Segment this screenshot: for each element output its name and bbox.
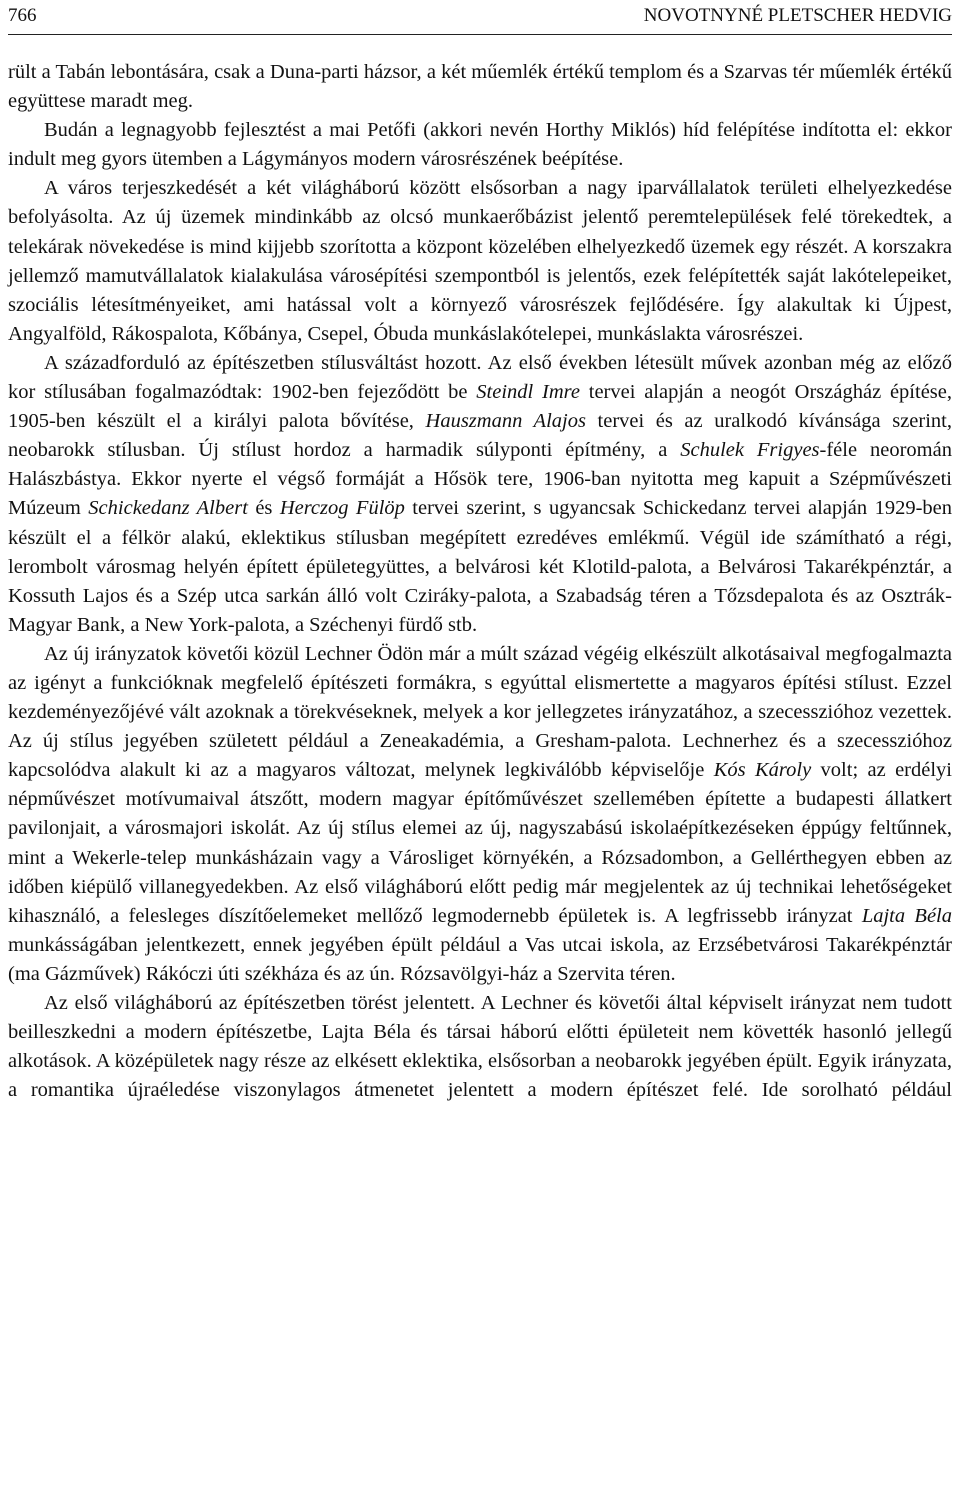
paragraph (8, 349, 952, 640)
text-run: és (247, 497, 280, 520)
text-run: Az új irányzatok követői közül Lechner Ödön már a múlt század végéig elkészült alkotásaival megfogalmazta az igényt a funkcióknak megfelelő építészeti formákra, s egyúttal elismertette a magyaros építési stílust. Ezzel kezdeményezőjévé vált azoknak a törekvéseknek, melyek a kor jellegzetes irányzatához, a szecesszióhoz vezettek. Az új stílus jegyében született például a Zeneakadémia, a Gresham-palota. Lechnerhez és a szecesszióhoz kapcsolódva alakult ki az a magyaros változat, melynek legkiválóbb képviselője (8, 642, 952, 782)
text-run: A város terjeszkedését a két világháború között elsősorban a nagy iparvállalatok területi elhelyezkedése befolyásolta. Az új üzemek mindinkább az olcsó munkaerőbázist jelentő peremtelepülések felé törekedtek, a telekárak növekedése is mind kijjebb szorította a központ közelében elhelyezkedő üzemek egy részét. A korszakra jellemző mamutvállalatok kialakulása városépítési szempontból is jelentős, ezek felépítették saját lakótelepeiket, szociális létesítményeiket, ami hatással volt a környező városrészek fejlődésére. Így alakultak ki Újpest, Angyalföld, Rákospalota, Kőbánya, Csepel, Óbuda munkáslakótelepei, munkáslakta városrészei. (8, 177, 952, 345)
text-run: rült a Tabán lebontására, csak a Duna-parti házsor, a két műemlék értékű templom és a Szarvas tér műemlék értékű együttese maradt meg. (8, 61, 952, 113)
text-run: -féle neoromán Halászbástya. Ekkor nyerte el végső formáját a Hősök tere, 1906-ban nyitotta meg kapuit a Szépművészeti Múzeum (8, 439, 952, 520)
running-header (8, 0, 952, 35)
italic-name: Schulek Frigyes (680, 439, 820, 462)
italic-name: Steindl Imre (476, 381, 580, 404)
paragraph (8, 174, 952, 349)
italic-name: Kós Károly (713, 759, 812, 782)
text-run: A századforduló az építészetben stílusváltást hozott. Az első években létesült művek azonban még az előző kor stílusában fogalmazódtak: 1902-ben fejeződött be (8, 351, 952, 404)
italic-name: Schickedanz Albert (88, 497, 248, 520)
text-run: munkásságában jelentkezett, ennek jegyében épült például a Vas utcai iskola, az Erzsébetvárosi Takarékpénztár (ma Gázművek) Rákóczi úti székháza és az ún. Rózsavölgyi-ház a Szervita téren. (8, 933, 952, 985)
paragraph (8, 640, 952, 989)
text-run: Budán a legnagyobb fejlesztést a mai Petőfi (akkori nevén Horthy Miklós) híd felépítése indította el: ekkor indult meg gyors ütemben a Lágymányos modern városrészének beépítése. (8, 119, 952, 171)
body-text (8, 58, 952, 1105)
text-run: tervei alapján a neogót Országház építése, 1905-ben készült el a királyi palota bővítése, (8, 381, 952, 433)
text-run: tervei és az uralkodó kívánsága szerint, neobarokk stílusban. Új stílust hordoz a harmadik súlyponti építmény, a (8, 410, 952, 462)
paragraph (8, 989, 952, 1105)
paragraph (8, 58, 952, 116)
text-run: Az első világháború az építészetben törést jelentett. A Lechner és követői által képviselt irányzat nem tudott beilleszkedni a modern építészetbe, Lajta Béla és társai háború előtti épületeit nem követték hasonló jellegű alkotások. A középületek nagy része az elkésett eklektika, elsősorban a neobarokk jegyében épült. Egyik irányzata, a romantika újraéledése viszonylagos átmenetet jelentett a modern építészet felé. Ide sorolható például (8, 992, 952, 1102)
italic-name: Lajta Béla (861, 904, 952, 927)
text-run: tervei szerint, s ugyancsak Schickedanz tervei alapján 1929-ben készült el a félkör alakú, eklektikus stílusban megépített ezredéves emlékmű. Végül ide számítható a régi, lerombolt városmag helyén épített épületegyüttes, a belvárosi két Klotild-palota, a Belvárosi Takarékpénztár, a Kossuth Lajos és a Szép utca sarkán álló volt Cziráky-palota, a Szabadság téren a Tőzsdepalota és az Osztrák-Magyar Bank, a New York-palota, a Széchenyi fürdő stb. (8, 497, 952, 636)
paragraph (8, 116, 952, 174)
text-run: volt; az erdélyi népművészet motívumaival átszőtt, modern magyar építőművészet szellemében építette a budapesti állatkert pavilonjait, a városmajori iskolát. Az új stílus elemei az új, nagyszabású iskolaépítkezéseken éppúgy feltűnnek, mint a Wekerle-telep munkásházain vagy a Városliget környékén, a Rózsadombon, a Gellérthegyen ebben az időben kiépülő villanegyedekben. Az első világháború előtt pedig már megjelentek az új technikai lehetőségeket kihasználó, a felesleges díszítőelemeket mellőző legmodernebb épületek is. A legfrissebb irányzat (8, 759, 953, 927)
page-number: 766 (8, 5, 37, 26)
document-page (8, 0, 952, 1105)
running-title: NOVOTNYNÉ PLETSCHER HEDVIG (643, 5, 952, 26)
italic-name: Herczog Fülöp (279, 497, 405, 520)
italic-name: Hauszmann Alajos (425, 410, 586, 433)
